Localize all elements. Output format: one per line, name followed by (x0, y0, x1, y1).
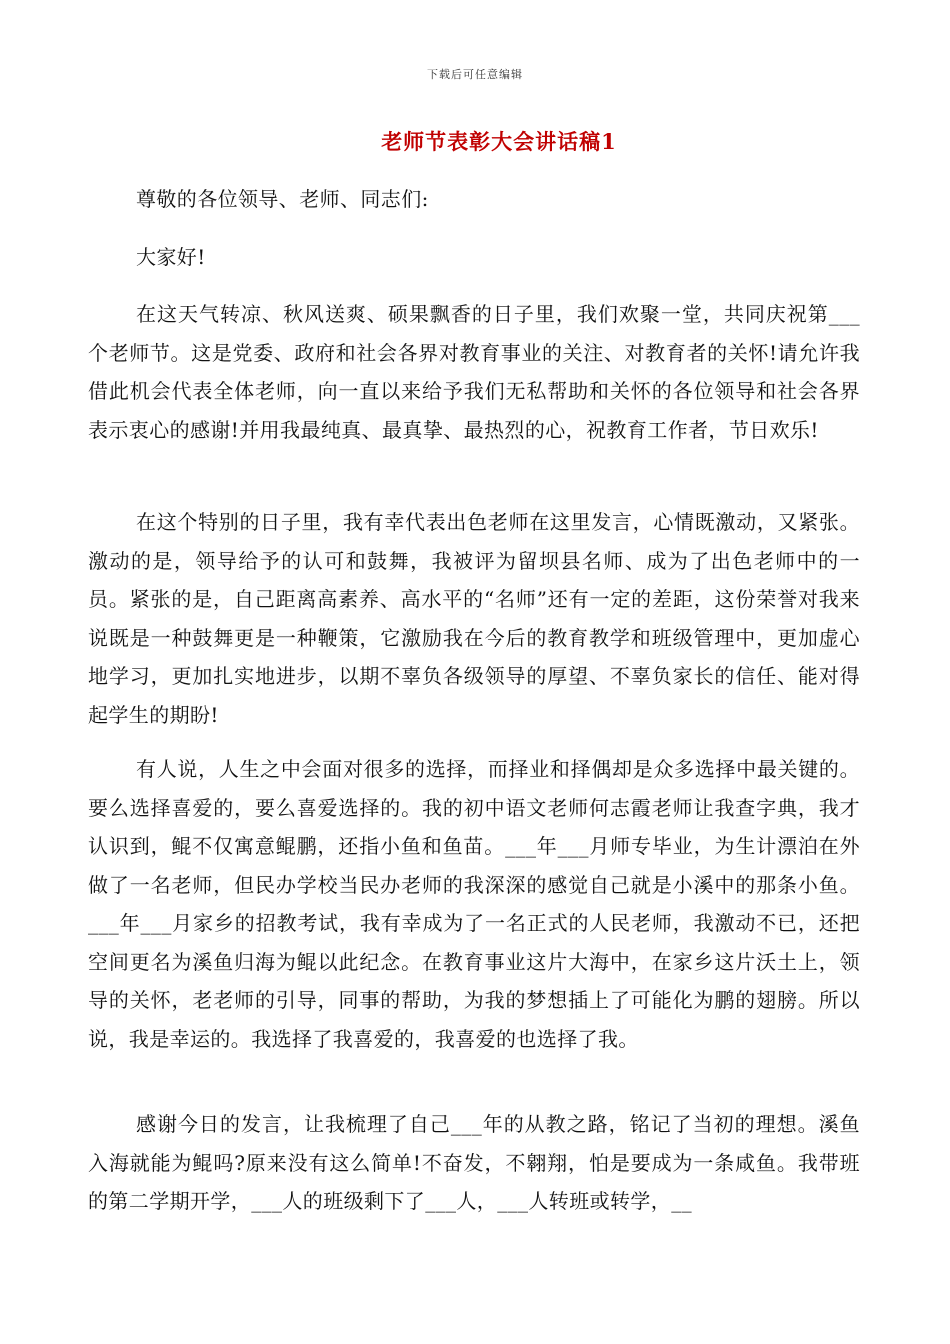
document-title: 老师节表彰大会讲话稿1 (381, 129, 617, 154)
paragraph-3: 有人说，人生之中会面对很多的选择，而择业和择偶却是众多选择中最关键的。要么选择喜爱的，要么喜爱选择的。我的初中语文老师何志霞老师让我查字典，我才认识到，鲲不仅寓意鲲鹏，还指小鱼和鱼苗。___年___月师专毕业，为生计漂泊在外做了一名老师，但民办学校当民办老师的我深深的感觉自己就是小溪中的那条小鱼。___年___月家乡的招教考试，我有幸成为了一名正式的人民老师，我激动不已，还把空间更名为溪鱼归海为鲲以此纪念。在教育事业这片大海中，在家乡这片沃土上，领导的关怀，老老师的引导，同事的帮助，为我的梦想插上了可能化为鹏的翅膀。所以说，我是幸运的。我选择了我喜爱的，我喜爱的也选择了我。 (88, 757, 860, 1051)
paragraph-2: 在这个特别的日子里，我有幸代表出色老师在这里发言，心情既激动，又紧张。激动的是，领导给予的认可和鼓舞，我被评为留坝县名师、成为了出色老师中的一员。紧张的是，自己距离高素养、高水平的“名师”还有一定的差距，这份荣誉对我来说既是一种鼓舞更是一种鞭策，它激励我在今后的教育教学和班级管理中，更加虚心地学习，更加扎实地进步，以期不辜负各级领导的厚望、不辜负家长的信任、能对得起学生的期盼! (88, 510, 860, 727)
header-note: 下载后可任意编辑 (427, 68, 523, 81)
paragraph-4: 感谢今日的发言，让我梳理了自己___年的从教之路，铭记了当初的理想。溪鱼入海就能为鲲吗?原来没有这么简单!不奋发，不翱翔，怕是要成为一条咸鱼。我带班的第二学期开学，___人的班级剩下了___人，___人转班或转学，__ (88, 1112, 860, 1213)
salutation: 尊敬的各位领导、老师、同志们: (136, 187, 429, 211)
paragraph-1: 在这天气转凉、秋风送爽、硕果飘香的日子里，我们欢聚一堂，共同庆祝第___个老师节。这是党委、政府和社会各界对教育事业的关注、对教育者的关怀!请允许我借此机会代表全体老师，向一直以来给予我们无私帮助和关怀的各位领导和社会各界表示衷心的感谢!并用我最纯真、最真挚、最热烈的心，祝教育工作者，节日欢乐! (88, 302, 860, 442)
greeting: 大家好! (136, 245, 206, 269)
